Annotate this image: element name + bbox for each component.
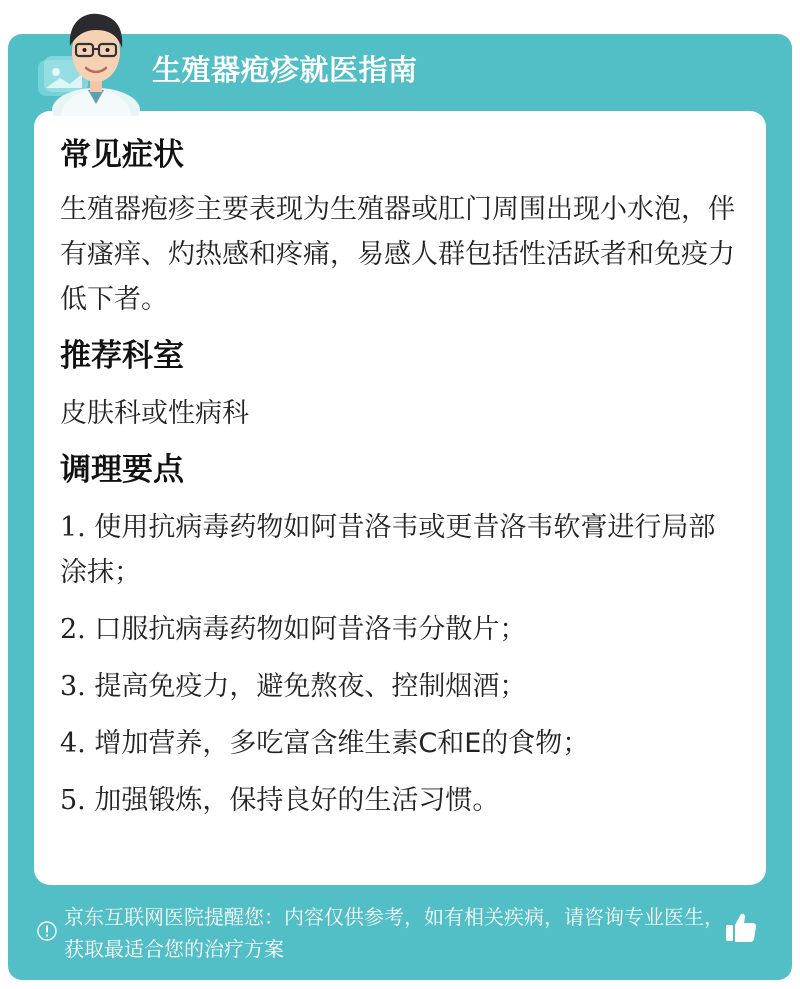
list-item-text: 口服抗病毒药物如阿昔洛韦分散片；: [94, 614, 527, 645]
list-item-number: 1.: [60, 512, 86, 543]
content-panel: [34, 111, 766, 885]
list-item-number: 4.: [60, 728, 86, 759]
list-item-text: 增加营养，多吃富含维生素C和E的食物；: [94, 728, 590, 759]
section-title-symptoms: 常见症状: [60, 137, 184, 173]
section-title-department: 推荐科室: [60, 338, 184, 374]
list-item: [60, 505, 740, 595]
list-item-text: 使用抗病毒药物如阿昔洛韦或更昔洛韦软膏进行局部涂抹；: [60, 512, 716, 588]
footer-notice: [34, 901, 734, 965]
list-item: [60, 721, 740, 766]
guide-card: [8, 34, 792, 980]
list-item: [60, 607, 740, 652]
list-item-text: 加强锻炼，保持良好的生活习惯。: [94, 785, 500, 816]
list-item: [60, 778, 740, 823]
page-title: 生殖器疱疹就医指南: [152, 53, 418, 87]
list-item: [60, 664, 740, 709]
list-item-number: 3.: [60, 671, 86, 702]
section-body-department: 皮肤科或性病科: [60, 398, 249, 429]
list-item-text: 提高免疫力，避免熬夜、控制烟酒；: [94, 671, 527, 702]
footer-notice-text: 京东互联网医院提醒您：内容仅供参考，如有相关疾病，请咨询专业医生，获取最适合您的治疗方案: [64, 905, 724, 961]
doctor-avatar-icon: [40, 6, 152, 116]
list-item-number: 5.: [60, 785, 86, 816]
care-list: [60, 505, 740, 823]
thumbs-up-icon[interactable]: [724, 910, 758, 944]
section-body-symptoms: 生殖器疱疹主要表现为生殖器或肛门周围出现小水泡，伴有瘙痒、灼热感和疼痛，易感人群包括性活跃者和免疫力低下者。: [60, 194, 735, 315]
section-title-care: 调理要点: [60, 452, 184, 488]
list-item-number: 2.: [60, 614, 86, 645]
